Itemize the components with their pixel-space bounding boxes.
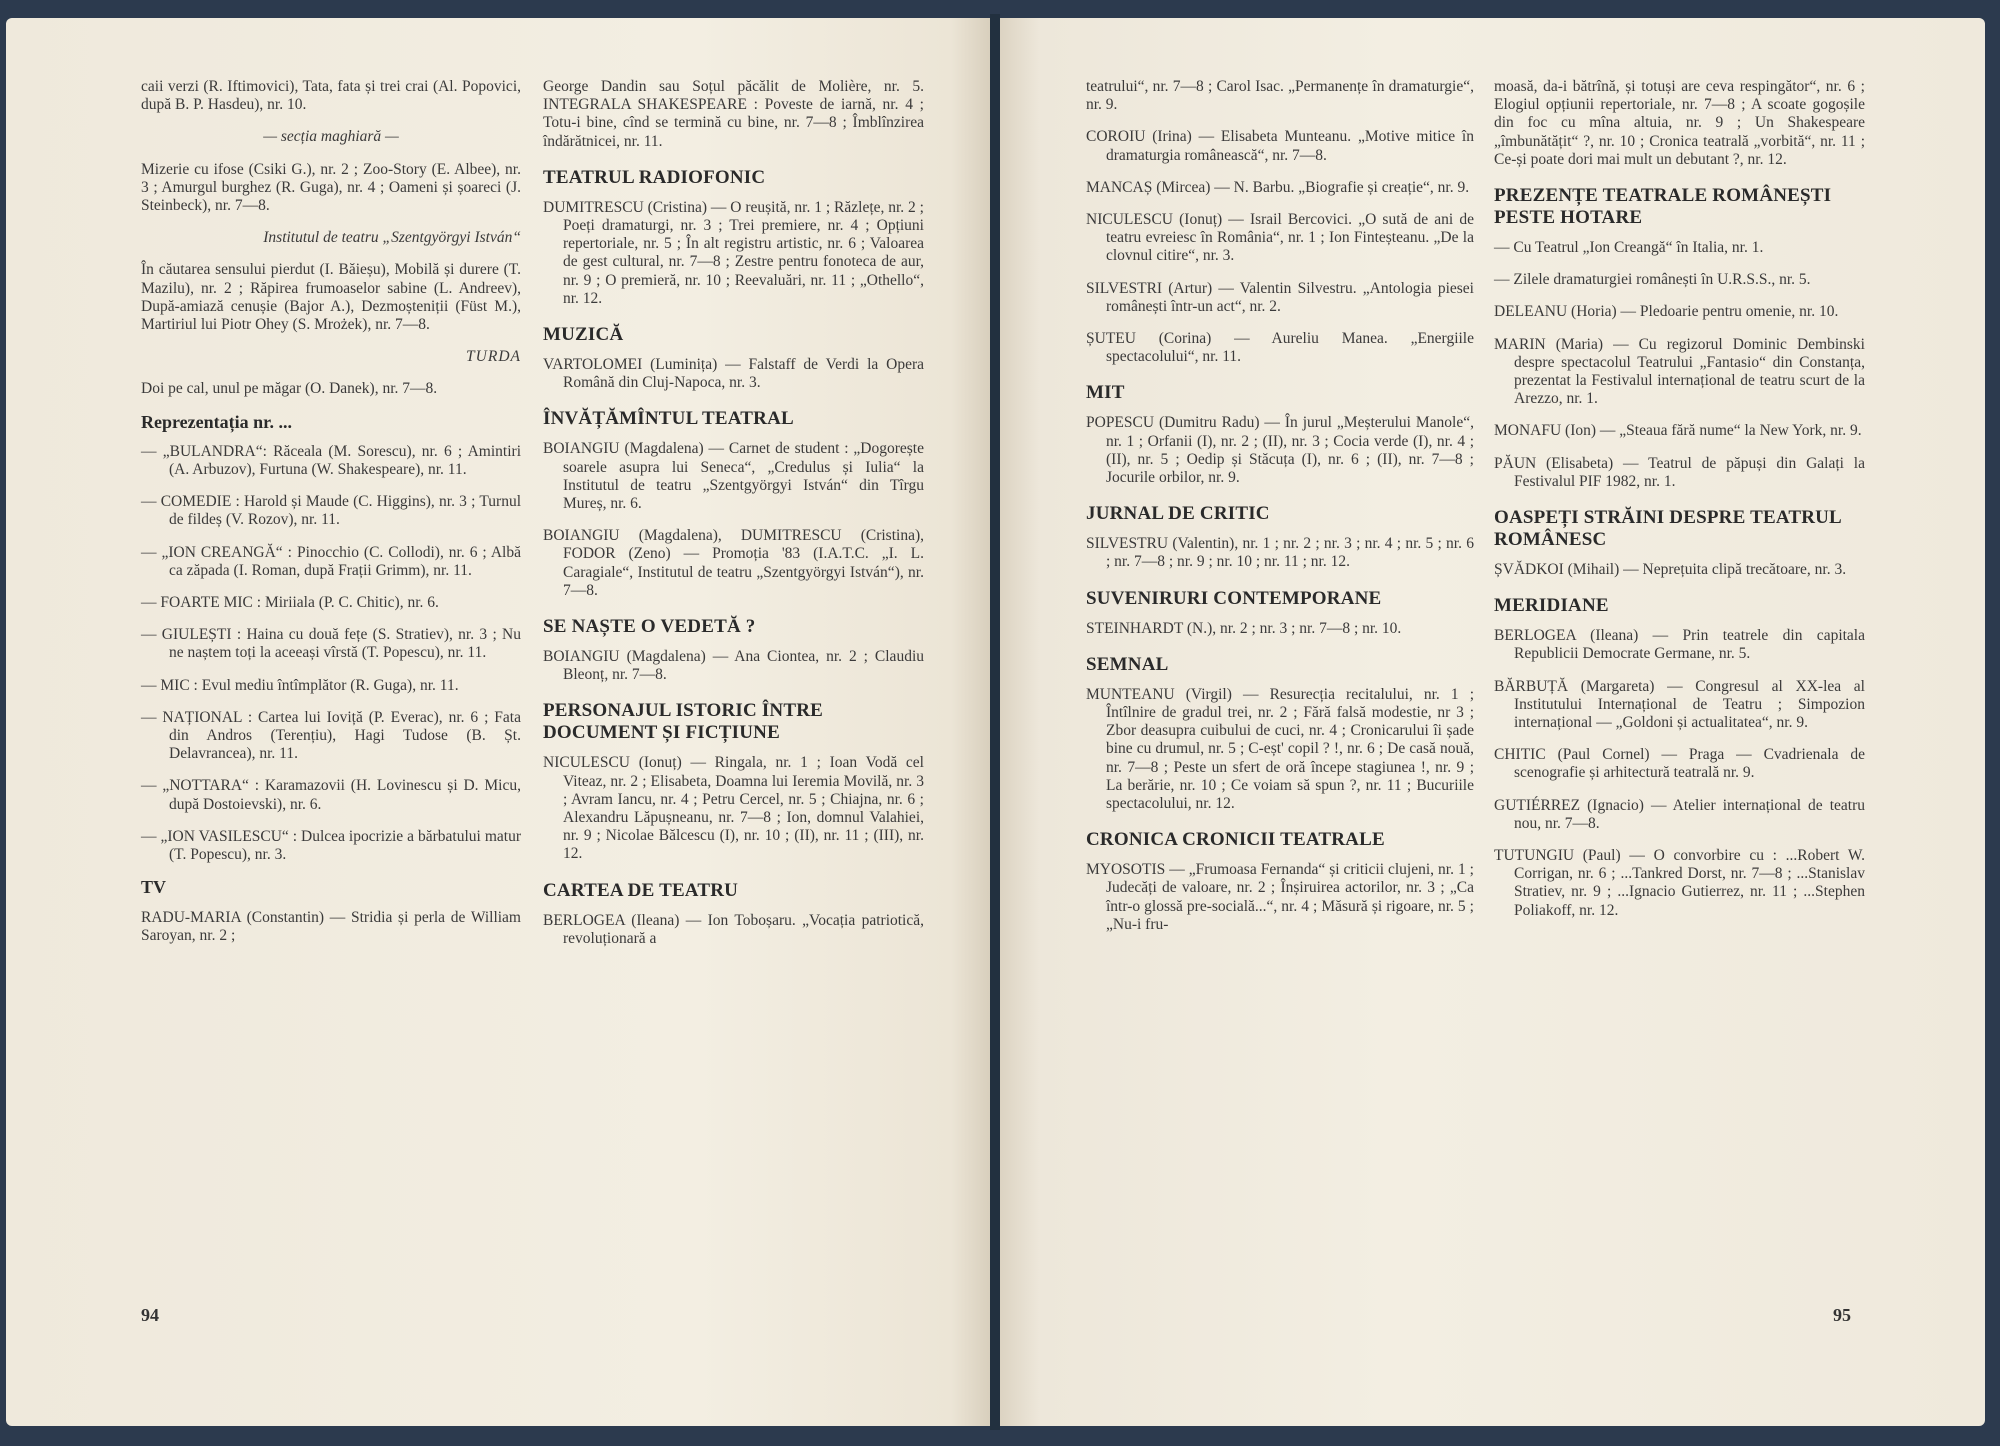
index-entry: DUMITRESCU (Cristina) — O reușită, nr. 1 ; Răzlețe, nr. 2 ; Poeți dramaturgi, nr. 3 ; Trei premiere, nr. 4 ; Opțiuni repertoriale, nr. 5 ; În alt registru artistic, nr. 6 ; Valoarea de gest cultural, nr. 7—8 ; Zestre pentru fonoteca de aur, nr. 9 ; O premieră, nr. 10 ; Reevaluări, nr. 11 ; „Othello“, nr. 12. xyxy=(543,198,924,307)
index-entry: Mizerie cu ifose (Csiki G.), nr. 2 ; Zoo-Story (E. Albee), nr. 3 ; Amurgul burghez (R. Guga), nr. 4 ; Oameni și șoareci (J. Steinbeck), nr. 7—8. xyxy=(141,160,521,215)
index-entry: TURDA xyxy=(466,348,521,366)
index-entry: CHITIC (Paul Cornel) — Praga — Cvadrienala de scenografie și arhitectură teatrală nr. 9. xyxy=(1494,746,1865,782)
section-heading: MIT xyxy=(1086,382,1125,404)
section-heading: TEATRUL RADIOFONIC xyxy=(543,166,766,188)
index-entry: — Zilele dramaturgiei românești în U.R.S.S., nr. 5. xyxy=(1494,271,1811,289)
book-spine xyxy=(990,14,1000,1430)
index-entry: moasă, da-i bătrînă, și totuși are ceva respingător“, nr. 6 ; Elogiul opțiunii repertoriale, nr. 7—8 ; A scoate gogoșile din foc cu mîna altuia, nr. 9 ; Un Shakespeare „îmbunătățit“ ?, nr. 10 ; Cronica teatrală „vorbită“, nr. 11 ; Ce-și poate dori mai mult un debutant ?, nr. 12. xyxy=(1494,78,1865,168)
index-entry: — „NOTTARA“ : Karamazovii (H. Lovinescu și D. Micu, după Dostoievski), nr. 6. xyxy=(141,777,521,813)
index-entry: STEINHARDT (N.), nr. 2 ; nr. 3 ; nr. 7—8 ; nr. 10. xyxy=(1086,619,1402,637)
section-heading: SE NAȘTE O VEDETĂ ? xyxy=(543,616,756,638)
index-entry: SILVESTRI (Artur) — Valentin Silvestru. „Antologia piesei românești într-un act“, nr. 2. xyxy=(1086,279,1474,315)
index-entry: — NAȚIONAL : Cartea lui Ioviță (P. Everac), nr. 6 ; Fata din Andros (Terențiu), Hagi Tudose (B. Șt. Delavrancea), nr. 11. xyxy=(141,708,521,763)
index-entry: BOIANGIU (Magdalena) — Ana Ciontea, nr. 2 ; Claudiu Bleonț, nr. 7—8. xyxy=(543,648,924,684)
index-entry: NICULESCU (Ionuț) — Ringala, nr. 1 ; Ioan Vodă cel Viteaz, nr. 2 ; Elisabeta, Doamna lui Ieremia Movilă, nr. 3 ; Avram Iancu, nr. 4 ; Petru Cercel, nr. 5 ; Chiajna, nr. 6 ; Alexandru Lăpușneanu, nr. 7—8 ; Ion, domnul Valahiei, nr. 9 ; Nicolae Bălcescu (I), nr. 10 ; (II), nr. 11 ; (III), nr. 12. xyxy=(543,754,924,863)
index-entry: COROIU (Irina) — Elisabeta Munteanu. „Motive mitice în dramaturgia românească“, nr. 7—8. xyxy=(1086,128,1474,164)
index-entry: BOIANGIU (Magdalena) — Carnet de student : „Dogorește soarele asupra lui Seneca“, „Credulus și Iulia“ la Institutul de teatru „Szentgyörgyi István“ din Tîrgu Mureș, nr. 6. xyxy=(543,440,924,513)
index-entry: — MIC : Evul mediu întîmplător (R. Guga), nr. 11. xyxy=(141,676,459,694)
index-entry: În căutarea sensului pierdut (I. Băieșu), Mobilă și durere (T. Mazilu), nr. 2 ; Răpirea frumoaselor sabine (L. Andreev), După-amiază cenușie (Bajor A.), Dezmoșteniții (Füst M.), Martiriul lui Piotr Ohey (S. Mrożek), nr. 7—8. xyxy=(141,261,521,334)
section-heading: PERSONAJUL ISTORIC ÎNTRE DOCUMENT ȘI FICȚIUNE xyxy=(543,700,824,744)
section-heading: SUVENIRURI CONTEMPORANE xyxy=(1086,587,1382,609)
index-entry: BOIANGIU (Magdalena), DUMITRESCU (Cristina), FODOR (Zeno) — Promoția '83 (I.A.T.C. „I. L. Caragiale“, Institutul de teatru „Szentgyörgyi István“), nr. 7—8. xyxy=(543,527,924,599)
index-entry: MYOSOTIS — „Frumoasa Fernanda“ și criticii clujeni, nr. 1 ; Judecăți de valoare, nr. 2 ; Înșiruirea actorilor, nr. 3 ; „Ca într-o glossă pre-socială...“, nr. 4 ; Măsură și rigoare, nr. 5 ; „Nu-i fru- xyxy=(1086,861,1474,933)
index-entry: caii verzi (R. Iftimovici), Tata, fata și trei crai (Al. Popovici, după B. P. Hasdeu), nr. 10. xyxy=(141,78,521,114)
index-entry: VARTOLOMEI (Luminița) — Falstaff de Verdi la Opera Română din Cluj-Napoca, nr. 3. xyxy=(543,356,924,392)
index-entry: BERLOGEA (Ileana) — Prin teatrele din capitala Republicii Democrate Germane, nr. 5. xyxy=(1494,627,1865,663)
page-number-left: 94 xyxy=(141,1305,159,1325)
left-page xyxy=(6,18,990,1426)
section-heading: CRONICA CRONICII TEATRALE xyxy=(1086,829,1385,851)
section-heading: JURNAL DE CRITIC xyxy=(1086,503,1270,525)
index-entry: — „ION VASILESCU“ : Dulcea ipocrizie a bărbatului matur (T. Popescu), nr. 3. xyxy=(141,827,521,864)
right-column-2 xyxy=(1494,78,1865,1386)
index-entry: — Cu Teatrul „Ion Creangă“ în Italia, nr. 1. xyxy=(1494,239,1764,257)
index-entry: BĂRBUȚĂ (Margareta) — Congresul al XX-lea al Institutului Internațional de Teatru ; Simpozion internațional — „Goldoni și actualitatea“, nr. 9. xyxy=(1494,677,1865,732)
index-entry: MUNTEANU (Virgil) — Resurecția recitalului, nr. 1 ; Întîlnire de gradul trei, nr. 2 ; Fără falsă modestie, nr 3 ; Zbor deasupra cuibului de cuci, nr. 4 ; Cronicarului îi șade bine cu drumul, nr. 5 ; C-eșt' copil ? !, nr. 6 ; De casă nouă, nr. 7—8 ; Peste un sfert de oră începe stagiunea !, nr. 9 ; La berărie, nr. 10 ; Ce voiam să spun ?, nr. 11 ; Bucuriile spectacolului, nr. 12. xyxy=(1086,685,1474,813)
right-page xyxy=(1000,18,1985,1426)
index-entry: GUTIÉRREZ (Ignacio) — Atelier internațional de teatru nou, nr. 7—8. xyxy=(1494,796,1865,832)
section-heading: MUZICĂ xyxy=(543,324,624,346)
section-heading: SEMNAL xyxy=(1086,653,1169,675)
right-column-1 xyxy=(1086,78,1474,1386)
index-entry: RADU-MARIA (Constantin) — Stridia și perla de William Saroyan, nr. 2 ; xyxy=(141,908,521,944)
index-entry: PĂUN (Elisabeta) — Teatrul de păpuși din Galați la Festivalul PIF 1982, nr. 1. xyxy=(1494,454,1865,490)
index-entry: — secția maghiară — xyxy=(263,128,399,146)
section-heading: MERIDIANE xyxy=(1494,595,1609,617)
index-entry: — „ION CREANGĂ“ : Pinocchio (C. Collodi), nr. 6 ; Albă ca zăpada (I. Roman, după Frații Grimm), nr. 11. xyxy=(141,543,521,579)
index-entry: SILVESTRU (Valentin), nr. 1 ; nr. 2 ; nr. 3 ; nr. 4 ; nr. 5 ; nr. 6 ; nr. 7—8 ; nr. 9 ; nr. 10 ; nr. 11 ; nr. 12. xyxy=(1086,535,1474,571)
left-column-1 xyxy=(141,78,521,1386)
page-number-right: 95 xyxy=(1833,1305,1851,1325)
index-entry: — GIULEȘTI : Haina cu două fețe (S. Stratiev), nr. 3 ; Nu ne naștem toți la aceeași vîrstă (T. Popescu), nr. 11. xyxy=(141,626,521,662)
index-entry: — FOARTE MIC : Miriiala (P. C. Chitic), nr. 6. xyxy=(141,594,439,612)
index-entry: — COMEDIE : Harold și Maude (C. Higgins), nr. 3 ; Turnul de fildeș (V. Rozov), nr. 11. xyxy=(141,493,521,529)
index-entry: George Dandin sau Soțul păcălit de Molière, nr. 5. INTEGRALA SHAKESPEARE : Poveste de iarnă, nr. 4 ; Totu-i bine, cînd se termină cu bine, nr. 7—8 ; Îmblînzirea îndărătnicei, nr. 11. xyxy=(543,78,924,150)
left-column-2 xyxy=(543,78,924,1386)
section-heading: TV xyxy=(141,877,167,898)
index-entry: DELEANU (Horia) — Pledoarie pentru omenie, nr. 10. xyxy=(1494,303,1839,321)
index-entry: MANCAȘ (Mircea) — N. Barbu. „Biografie și creație“, nr. 9. xyxy=(1086,178,1470,196)
index-entry: MARIN (Maria) — Cu regizorul Dominic Dembinski despre spectacolul Teatrului „Fantasio“ din Constanța, prezentat la Festivalul internațional de teatru scurt de la Arezzo, nr. 1. xyxy=(1494,335,1865,408)
section-heading: CARTEA DE TEATRU xyxy=(543,879,739,901)
index-entry: — „BULANDRA“: Răceala (M. Sorescu), nr. 6 ; Amintiri (A. Arbuzov), Furtuna (W. Shakespeare), nr. 11. xyxy=(141,442,521,479)
index-entry: ȘUTEU (Corina) — Aureliu Manea. „Energiile spectacolului“, nr. 11. xyxy=(1086,330,1474,366)
index-entry: TUTUNGIU (Paul) — O convorbire cu : ...Robert W. Corrigan, nr. 6 ; ...Tankred Dorst, nr. 7—8 ; ...Stanislav Stratiev, nr. 9 ; ...Ignacio Gutierrez, nr. 11 ; ...Stephen Poliakoff, nr. 12. xyxy=(1494,847,1865,919)
index-entry: ȘVĂDKOI (Mihail) — Neprețuita clipă trecătoare, nr. 3. xyxy=(1494,561,1847,579)
section-heading: PREZENȚE TEATRALE ROMÂNEȘTI PESTE HOTARE xyxy=(1494,185,1832,229)
index-entry: BERLOGEA (Ileana) — Ion Toboșaru. „Vocația patriotică, revoluționară a xyxy=(543,911,924,947)
index-entry: POPESCU (Dumitru Radu) — În jurul „Meșterului Manole“, nr. 1 ; Orfanii (I), nr. 2 ; (II), nr. 3 ; Cocia verde (I), nr. 4 ; (II), nr. 5 ; Oedip și Stăcuța (I), nr. 6 ; (II), nr. 7—8 ; Jocurile orbilor, nr. 9. xyxy=(1086,414,1474,487)
section-heading: OASPEȚI STRĂINI DESPRE TEATRUL ROMÂNESC xyxy=(1494,507,1841,551)
index-entry: teatrului“, nr. 7—8 ; Carol Isac. „Permanențe în dramaturgie“, nr. 9. xyxy=(1086,78,1474,114)
index-entry: Doi pe cal, unul pe măgar (O. Danek), nr. 7—8. xyxy=(141,380,438,398)
section-heading: Reprezentația nr. ... xyxy=(141,411,292,432)
section-heading: ÎNVĂȚĂMÎNTUL TEATRAL xyxy=(543,408,794,430)
index-entry: NICULESCU (Ionuț) — Israil Bercovici. „O sută de ani de teatru evreiesc în România“, nr. 1 ; Ion Finteșteanu. „De la clovnul citire“, nr. 3. xyxy=(1086,211,1474,265)
index-entry: MONAFU (Ion) — „Steaua fără nume“ la New York, nr. 9. xyxy=(1494,422,1862,440)
index-entry: Institutul de teatru „Szentgyörgyi István“ xyxy=(263,229,521,247)
